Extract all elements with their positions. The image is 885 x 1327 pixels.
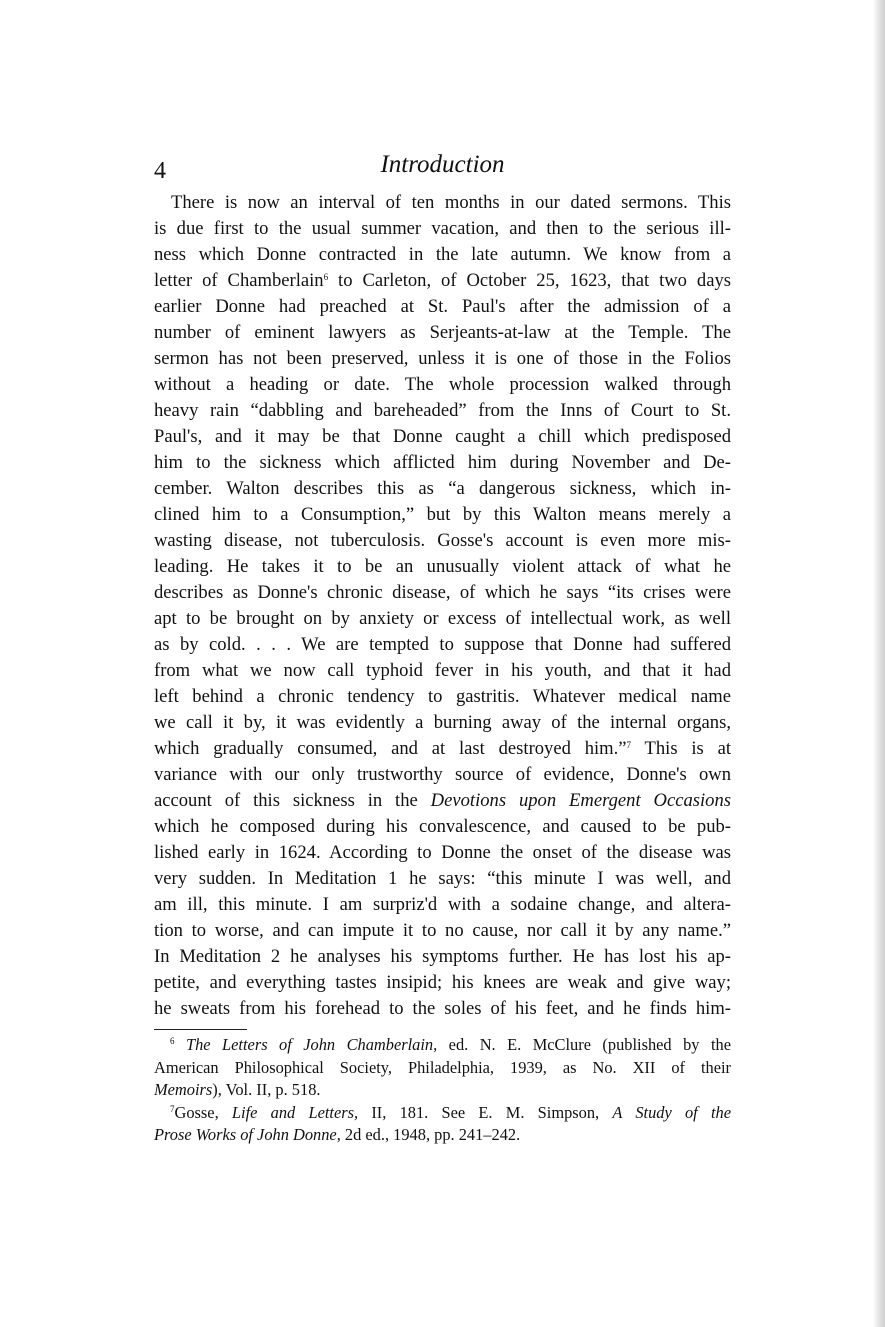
page-number: 4 — [154, 158, 166, 184]
footnote-6-line: Memoirs), Vol. II, p. 518. — [154, 1080, 321, 1099]
text-line: cember. Walton describes this as “a dangerous sickness, which in- — [154, 478, 731, 499]
text-line: tion to worse, and can impute it to no cause, nor call it by any name.” — [154, 920, 731, 941]
text-line: petite, and everything tastes insipid; his knees are weak and give way; — [154, 972, 731, 993]
text-line: There is now an interval of ten months in our dated sermons. This — [171, 192, 731, 213]
text-line: account of this sickness in the Devotions upon Emergent Occasions — [154, 790, 731, 811]
text-line: is due first to the usual summer vacation, and then to the serious ill- — [154, 218, 731, 239]
text-line: am ill, this minute. I am surpriz'd with a sodaine change, and altera- — [154, 894, 731, 915]
footnote-marker: 6 — [323, 272, 329, 282]
text-line: which he composed during his convalescence, and caused to be pub- — [154, 816, 731, 837]
text-line: apt to be brought on by anxiety or excess of intellectual work, as well — [154, 608, 731, 629]
page-header — [154, 150, 731, 186]
footnote-marker: 7 — [626, 740, 632, 750]
text-line: lished early in 1624. According to Donne the onset of the disease was — [154, 842, 731, 863]
text-line: which gradually consumed, and at last destroyed him.”$^7$ This is at — [154, 738, 731, 759]
text-line: variance with our only trustworthy source of evidence, Donne's own — [154, 764, 731, 785]
text-line: letter of Chamberlain$^6$ to Carleton, of October 25, 1623, that two days — [154, 270, 731, 291]
text-line: ness which Donne contracted in the late autumn. We know from a — [154, 244, 731, 265]
body-text — [154, 190, 731, 1022]
text-line: sermon has not been preserved, unless it is one of those in the Folios — [154, 348, 731, 369]
text-line: him to the sickness which afflicted him during November and De- — [154, 452, 731, 473]
text-line: heavy rain “dabbling and bareheaded” from the Inns of Court to St. — [154, 400, 731, 421]
footnotes — [154, 1034, 731, 1147]
text-line: we call it by, it was evidently a burning away of the internal organs, — [154, 712, 731, 733]
text-line: from what we now call typhoid fever in his youth, and that it had — [154, 660, 731, 681]
text-line: clined him to a Consumption,” but by this Walton means merely a — [154, 504, 731, 525]
text-line: In Meditation 2 he analyses his symptoms further. He has lost his ap- — [154, 946, 731, 967]
text-line: he sweats from his forehead to the soles of his feet, and he finds him- — [154, 998, 731, 1019]
text-line: as by cold. . . . We are tempted to suppose that Donne had suffered — [154, 634, 731, 655]
text-line: earlier Donne had preached at St. Paul's after the admission of a — [154, 296, 731, 317]
text-line: Paul's, and it may be that Donne caught a chill which predisposed — [154, 426, 731, 447]
running-head: Introduction — [380, 151, 505, 178]
footnote-7-line: Prose Works of John Donne, 2d ed., 1948, pp. 241–242. — [154, 1125, 521, 1144]
page-edge-shadow — [873, 0, 885, 1327]
text-line: wasting disease, not tuberculosis. Gosse's account is even more mis- — [154, 530, 731, 551]
footnote-marker: 7 — [170, 1103, 175, 1114]
text-line: without a heading or date. The whole procession walked through — [154, 374, 731, 395]
footnote-6-line: American Philosophical Society, Philadelphia, 1939, as No. XII of their — [154, 1057, 731, 1077]
text-line: left behind a chronic tendency to gastritis. Whatever medical name — [154, 686, 731, 707]
text-line: describes as Donne's chronic disease, of which he says “its crises were — [154, 582, 731, 603]
footnote-6: $^6$ The Letters of John Chamberlain, ed. N. E. McClure (published by the — [170, 1035, 731, 1054]
book-title: Devotions upon Emergent Occasions — [430, 790, 731, 811]
text-line: number of eminent lawyers as Serjeants-at-law at the Temple. The — [154, 322, 731, 343]
text-line: leading. He takes it to be an unusually violent attack of what he — [154, 556, 731, 577]
footnote-rule — [154, 1029, 247, 1030]
footnote-marker: 6 — [170, 1036, 175, 1046]
footnote-7: $^7$Gosse, Life and Letters, II, 181. See E. M. Simpson, A Study of the — [170, 1102, 731, 1122]
text-line: very sudden. In Meditation 1 he says: “this minute I was well, and — [154, 868, 731, 889]
